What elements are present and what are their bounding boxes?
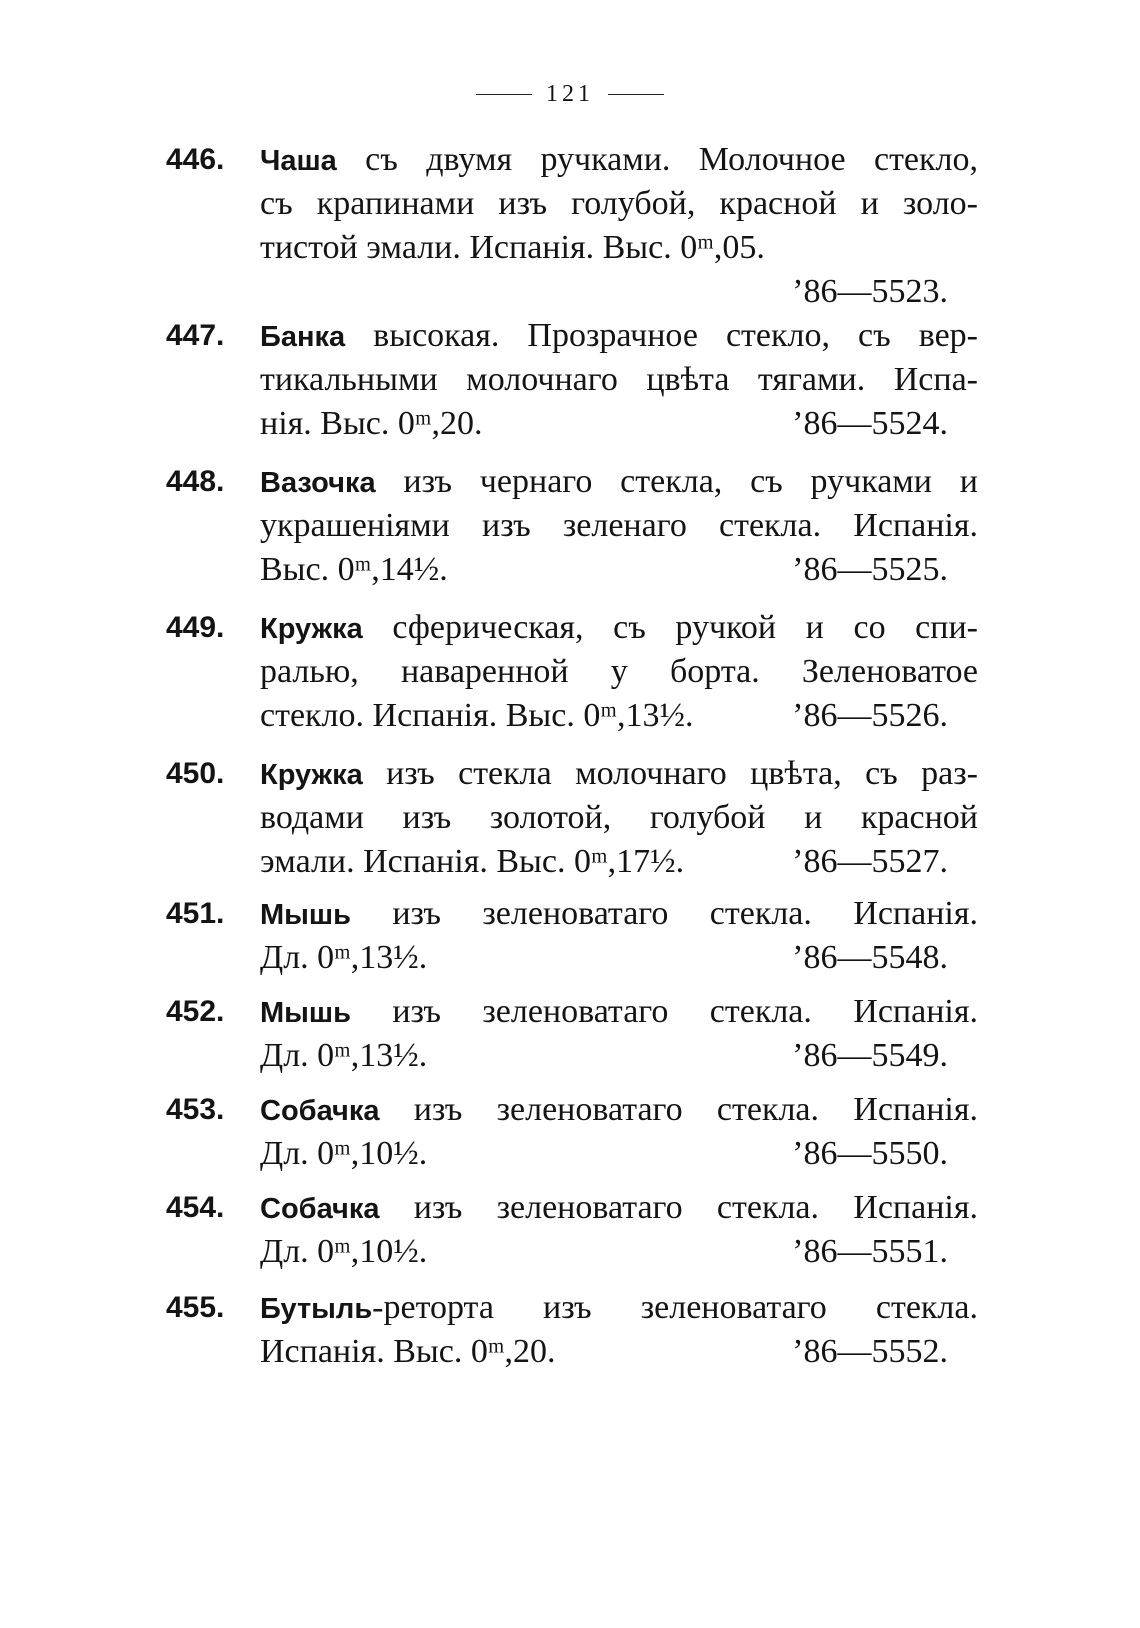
entry-description (260, 1286, 978, 1374)
inventory-number: ’86—5526. (792, 697, 948, 734)
entry-line (260, 314, 978, 358)
entry-title: Собачка (260, 1095, 380, 1127)
entry-line: ралью, наваренной у борта. Зеленоватое (260, 653, 978, 690)
entry-line (260, 548, 978, 592)
entry-measurement: Выс. 0ᵐ,14½. (260, 551, 448, 588)
entry-title: Кружка (260, 759, 363, 791)
entry-description (260, 1088, 978, 1176)
entry-measurement: нія. Выс. 0ᵐ,20. (260, 405, 483, 442)
entry-measurement: Дл. 0ᵐ,13½. (260, 939, 428, 976)
catalog-entry-454 (166, 1186, 978, 1274)
entry-line (260, 752, 978, 796)
entry-text: съ двумя ручками. Молочное стекло, (336, 141, 978, 178)
entry-title: Бутыль (260, 1293, 373, 1325)
catalog-entry-451 (166, 892, 978, 980)
entry-measurement: тистой эмали. Испанія. Выс. 0ᵐ,05. (260, 229, 765, 266)
entry-line (260, 840, 978, 884)
entry-line (260, 892, 978, 936)
inventory-number: ’86—5551. (792, 1233, 948, 1270)
entry-number: 449. (166, 611, 225, 644)
entry-line (260, 1230, 978, 1274)
entry-title: Собачка (260, 1193, 380, 1225)
entry-description (260, 138, 978, 314)
entry-number: 453. (166, 1093, 225, 1126)
entry-description (260, 892, 978, 980)
entry-text: изъ зеленоватаго стекла. Испанія. (350, 993, 978, 1030)
entry-title: Чаша (260, 145, 337, 177)
catalog-entry-446 (166, 138, 978, 314)
entry-line (260, 1088, 978, 1132)
entry-line: съ крапинами изъ голубой, красной и золо- (260, 185, 978, 222)
entry-text: сферическая, съ ручкой и со спи- (362, 609, 978, 646)
entry-line (260, 606, 978, 650)
inventory-number: ’86—5523. (792, 273, 948, 310)
entry-text: изъ чернаго стекла, съ ручками и (375, 463, 978, 500)
entry-line (260, 1186, 978, 1230)
entry-line (260, 936, 978, 980)
entry-number: 455. (166, 1291, 225, 1324)
entry-text: изъ зеленоватаго стекла. Испанія. (379, 1091, 978, 1128)
inventory-number: ’86—5552. (792, 1333, 948, 1370)
catalog-entry-447 (166, 314, 978, 446)
entry-line (260, 990, 978, 1034)
entry-line (260, 226, 978, 270)
entry-text: -реторта изъ зеленоватаго стекла. (372, 1289, 978, 1326)
entry-line: тикальными молочнаго цвѣта тягами. Испа- (260, 361, 978, 398)
entry-description (260, 606, 978, 738)
entry-line: водами изъ золотой, голубой и красной (260, 799, 978, 836)
entry-measurement: Дл. 0ᵐ,10½. (260, 1135, 428, 1172)
entry-line (260, 1330, 978, 1374)
entry-title: Банка (260, 321, 346, 353)
header-rule-right (608, 94, 664, 95)
entry-measurement: Испанія. Выс. 0ᵐ,20. (260, 1333, 556, 1370)
page-header (0, 74, 1140, 114)
entry-text: изъ стекла молочнаго цвѣта, съ раз- (362, 755, 978, 792)
entry-description (260, 460, 978, 592)
entry-line (260, 694, 978, 738)
entry-text: изъ зеленоватаго стекла. Испанія. (350, 895, 978, 932)
entry-line (260, 138, 978, 182)
inventory-number: ’86—5525. (792, 551, 948, 588)
entry-description (260, 1186, 978, 1274)
entry-text: изъ зеленоватаго стекла. Испанія. (379, 1189, 978, 1226)
entry-description (260, 752, 978, 884)
catalog-entry-455 (166, 1286, 978, 1374)
catalog-entry-450 (166, 752, 978, 884)
entry-number: 447. (166, 319, 225, 352)
entry-number: 451. (166, 897, 225, 930)
page-number: 121 (546, 80, 594, 107)
entry-measurement: стекло. Испанія. Выс. 0ᵐ,13½. (260, 697, 694, 734)
entry-line (260, 460, 978, 504)
inventory-number: ’86—5524. (792, 405, 948, 442)
entry-line (260, 270, 978, 314)
entry-text: высокая. Прозрачное стекло, съ вер- (345, 317, 978, 354)
entry-measurement: эмали. Испанія. Выс. 0ᵐ,17½. (260, 843, 685, 880)
entry-number: 446. (166, 143, 225, 176)
catalog-entry-452 (166, 990, 978, 1078)
catalog-entry-448 (166, 460, 978, 592)
entry-line (260, 1132, 978, 1176)
entry-line (260, 402, 978, 446)
entry-number: 452. (166, 995, 225, 1028)
entry-title: Вазочка (260, 467, 376, 499)
inventory-number: ’86—5550. (792, 1135, 948, 1172)
entry-line: украшеніями изъ зеленаго стекла. Испанія. (260, 507, 978, 544)
entry-description (260, 314, 978, 446)
entry-line (260, 1286, 978, 1330)
entry-title: Кружка (260, 613, 363, 645)
header-rule-left (476, 94, 532, 95)
entry-measurement: Дл. 0ᵐ,10½. (260, 1233, 428, 1270)
inventory-number: ’86—5549. (792, 1037, 948, 1074)
entry-measurement: Дл. 0ᵐ,13½. (260, 1037, 428, 1074)
entry-description (260, 990, 978, 1078)
entry-number: 450. (166, 757, 225, 790)
entry-line (260, 1034, 978, 1078)
inventory-number: ’86—5548. (792, 939, 948, 976)
entry-number: 448. (166, 465, 225, 498)
entry-title: Мышь (260, 997, 351, 1029)
entry-number: 454. (166, 1191, 225, 1224)
catalog-entry-453 (166, 1088, 978, 1176)
inventory-number: ’86—5527. (792, 843, 948, 880)
entry-title: Мышь (260, 899, 351, 931)
catalog-entry-449 (166, 606, 978, 738)
